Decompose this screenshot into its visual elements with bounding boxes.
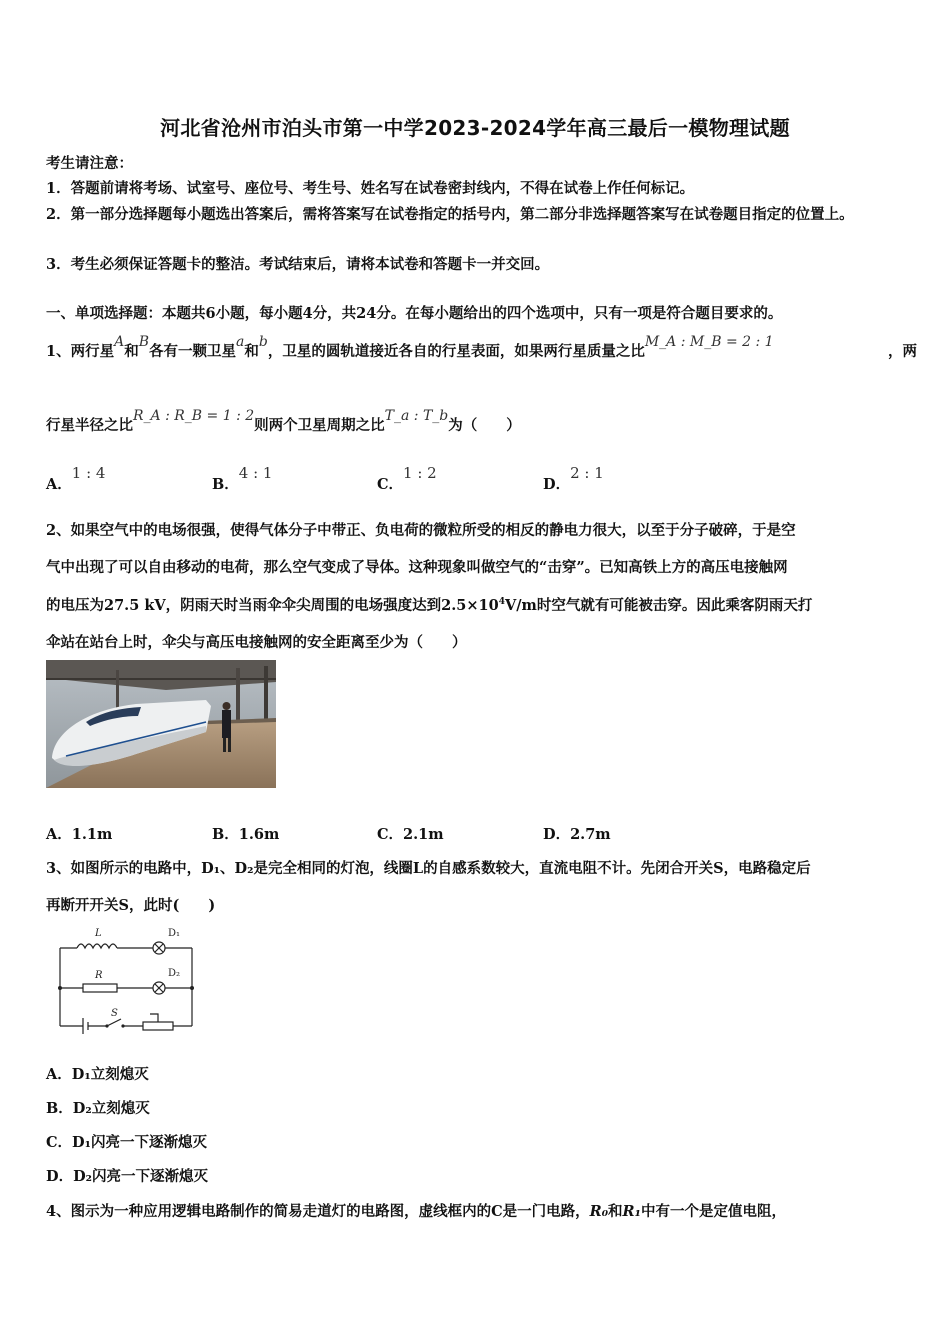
q1-text-4: 和 — [244, 343, 259, 360]
q3-option-c-label: C． — [46, 1134, 73, 1151]
q2-option-c-value: 2.1m — [403, 826, 444, 843]
q1-satellite-a: a — [236, 334, 245, 350]
exam-title: 河北省沧州市泊头市第一中学2023-2024学年高三最后一模物理试题 — [160, 116, 790, 140]
q1-planet-a: A — [114, 334, 125, 350]
q2-line-3 — [46, 594, 812, 615]
q3-option-b — [46, 1097, 150, 1118]
q1-text-9: 为（ ） — [448, 417, 521, 434]
q2-option-c-label: C． — [377, 826, 404, 843]
circuit-label-d1: D₁ — [168, 928, 181, 939]
question-1-line-1 — [46, 334, 917, 361]
train-photo — [46, 660, 276, 788]
q2-line-3a: 的电压为27.5 kV，阴雨天时当雨伞伞尖周围的电场强度达到2.5×10 — [46, 597, 499, 614]
q2-option-b — [212, 823, 279, 844]
q4-r0: R₀ — [589, 1203, 609, 1220]
q3-option-d-value: D₂闪亮一下逐渐熄灭 — [73, 1168, 209, 1185]
q1-option-d — [543, 464, 604, 494]
circuit-label-r: R — [95, 970, 103, 981]
q2-line-2: 气中出现了可以自由移动的电荷，那么空气变成了导体。这种现象叫做空气的“击穿”。已知高铁上方的高压电接触网 — [46, 559, 788, 576]
q3-line-1: 3、如图所示的电路中，D₁、D₂是完全相同的灯泡，线圈L的自感系数较大，直流电阻不计。先闭合开关S，电路稳定后 — [46, 860, 811, 877]
section-heading: 一、单项选择题：本题共6小题，每小题4分，共24分。在每小题给出的四个选项中，只有一项是符合题目要求的。 — [46, 305, 783, 322]
notice-heading: 考生请注意： — [46, 155, 133, 172]
q2-option-a-label: A． — [46, 826, 72, 843]
circuit-label-s: S — [111, 1008, 118, 1019]
q2-exponent: 4 — [498, 597, 505, 608]
q4-text-1: 4、图示为一种应用逻辑电路制作的简易走道灯的电路图，虚线框内的C是一门电路， — [46, 1203, 590, 1220]
q3-option-b-value: D₂立刻熄灭 — [72, 1100, 150, 1117]
q1-option-a-value: 1 : 4 — [71, 464, 106, 482]
notice-item-1: 1．答题前请将考场、试室号、座位号、考生号、姓名写在试卷密封线内，不得在试卷上作任何标记。 — [46, 180, 695, 197]
q2-option-b-label: B． — [212, 826, 239, 843]
q2-option-d-label: D． — [543, 826, 571, 843]
q1-text-7: 行星半径之比 — [46, 417, 133, 434]
q1-option-c — [377, 464, 437, 494]
q1-option-b-value: 4 : 1 — [238, 464, 273, 482]
q2-option-d — [543, 823, 611, 844]
q1-option-d-value: 2 : 1 — [570, 464, 604, 482]
q1-text-1: 1、两行星 — [46, 343, 115, 360]
q3-line-2: 再断开开关S，此时( ) — [46, 897, 216, 914]
q2-option-a — [46, 823, 112, 844]
q3-option-c — [46, 1131, 207, 1152]
q4-line-1 — [46, 1200, 786, 1221]
q2-line-3b: V/m时空气就有可能被击穿。因此乘客阴雨天打 — [504, 597, 813, 614]
q1-option-a — [46, 464, 106, 494]
q2-line-1: 2、如果空气中的电场很强，使得气体分子中带正、负电荷的微粒所受的相反的静电力很大，以至于分子破碎，于是空 — [46, 522, 796, 539]
q1-text-2: 和 — [124, 343, 139, 360]
q4-text-2: 和 — [608, 1203, 623, 1220]
q1-mass-ratio: M_A : M_B = 2 : 1 — [644, 334, 774, 350]
q1-option-b-label: B． — [212, 476, 239, 493]
q1-planet-b: B — [138, 334, 150, 350]
q3-option-c-value: D₁闪亮一下逐渐熄灭 — [72, 1134, 207, 1151]
q4-r1: R₁ — [622, 1203, 641, 1220]
notice-item-2-text: 2．第一部分选择题每小题选出答案后，需将答案写在试卷指定的括号内，第二部分非选择题答案写在试卷题目指定的位置上。 — [46, 206, 854, 223]
q1-text-8: 则两个卫星周期之比 — [254, 417, 385, 434]
q3-option-a — [46, 1063, 149, 1084]
circuit-label-d2: D₂ — [168, 968, 181, 979]
question-1-line-2 — [46, 408, 521, 435]
q1-option-c-value: 1 : 2 — [403, 464, 437, 482]
notice-item-3: 3．考生必须保证答题卡的整洁。考试结束后，请将本试卷和答题卡一并交回。 — [46, 256, 550, 273]
q3-option-d — [46, 1165, 208, 1186]
q1-period-ratio: T_a : T_b — [384, 408, 449, 424]
q4-text-3: 中有一个是定值电阻， — [640, 1203, 786, 1220]
q3-option-d-label: D． — [46, 1168, 74, 1185]
q1-option-a-label: A． — [46, 476, 72, 493]
notice-item-2 — [46, 202, 904, 227]
q1-radius-ratio: R_A : R_B = 1 : 2 — [133, 408, 255, 424]
q1-text-5: ，卫星的圆轨道接近各自的行星表面，如果两行星质量之比 — [267, 343, 645, 360]
q3-option-b-label: B． — [46, 1100, 73, 1117]
q1-option-d-label: D． — [543, 476, 571, 493]
q1-option-b — [212, 464, 273, 494]
q1-text-3: 各有一颗卫星 — [149, 343, 237, 360]
q1-text-6: ，两 — [888, 343, 917, 360]
q2-option-b-value: 1.6m — [238, 826, 280, 843]
q1-option-c-label: C． — [377, 476, 404, 493]
q3-option-a-value: D₁立刻熄灭 — [71, 1066, 149, 1083]
q1-satellite-b: b — [258, 334, 268, 350]
q2-option-a-value: 1.1m — [71, 826, 113, 843]
circuit-diagram — [55, 922, 200, 1034]
q2-option-d-value: 2.7m — [570, 826, 611, 843]
q2-line-4: 伞站在站台上时，伞尖与高压电接触网的安全距离至少为（ ） — [46, 634, 467, 651]
circuit-label-l: L — [95, 928, 102, 939]
q2-option-c — [377, 823, 444, 844]
q3-option-a-label: A． — [46, 1066, 72, 1083]
